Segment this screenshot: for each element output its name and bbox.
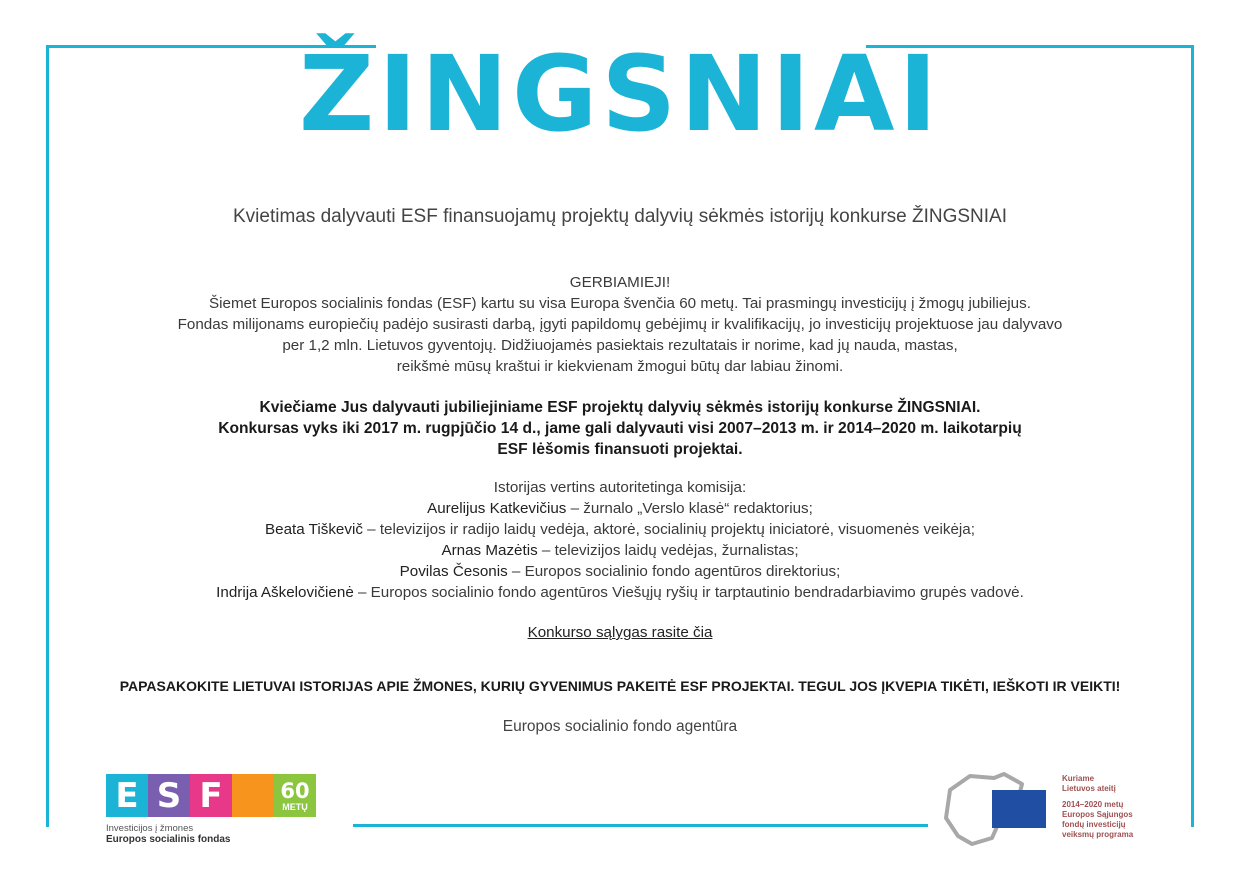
intro-line: Fondas milijonams europiečių padėjo susirasti darbą, įgyti papildomų gebėjimų ir kvalifikacijų, jo investicijų projektuose jau dalyvavo xyxy=(177,316,1063,333)
eu-line: 2014–2020 metų xyxy=(1062,800,1124,809)
eu-line: veiksmų programa xyxy=(1062,830,1134,839)
esf-letter-e: E xyxy=(106,774,148,817)
lithuania-map-icon xyxy=(942,770,1058,850)
esf-org: Europos socialinis fondas xyxy=(106,834,231,845)
member-role: – Europos socialinio fondo agentūros direktorius; xyxy=(507,563,841,580)
member-name: Indrija Aškelovičienė xyxy=(216,584,354,601)
esf-orange-strip xyxy=(232,774,274,817)
conditions-row xyxy=(90,622,1150,643)
commission-member xyxy=(90,561,1150,582)
eu-line: Lietuvos ateitį xyxy=(1062,784,1116,793)
page-heading: Kvietimas dalyvauti ESF finansuojamų projektų dalyvių sėkmės istorijų konkurse ŽINGSNIAI xyxy=(232,206,1008,227)
member-name: Beata Tiškevič xyxy=(265,521,363,538)
member-name: Aurelijus Katkevičius xyxy=(427,500,567,517)
commission-member xyxy=(90,519,1150,540)
esf-60-number: 60 xyxy=(280,778,310,803)
commission-member xyxy=(90,540,1150,561)
frame-bottom-middle xyxy=(353,824,928,827)
commission-intro: Istorijas vertins autoritetinga komisija: xyxy=(493,479,747,496)
logo-text: ŽINGSNIAI xyxy=(298,33,942,155)
invitation-line: ESF lėšomis finansuoti projektai. xyxy=(497,441,743,458)
eu-investment-logo xyxy=(942,770,1142,850)
eu-line: Kuriame xyxy=(1062,774,1095,783)
member-role: – žurnalo „Verslo klasė“ redaktorius; xyxy=(566,500,813,517)
member-name: Povilas Česonis xyxy=(399,563,508,580)
frame-right xyxy=(1191,45,1194,827)
eu-line: Europos Sąjungos xyxy=(1062,810,1133,819)
member-role: – televizijos laidų vedėjas, žurnalistas; xyxy=(537,542,799,559)
member-name: Arnas Mazėtis xyxy=(441,542,538,559)
commission-member xyxy=(90,498,1150,519)
intro-line: Šiemet Europos socialinis fondas (ESF) kartu su visa Europa švenčia 60 metų. Tai prasmingų investicijų į žmogų jubiliejus. xyxy=(209,295,1031,312)
eu-line: fondų investicijų xyxy=(1062,820,1126,829)
esf-60-word: METŲ xyxy=(282,801,308,812)
invitation-line: Kviečiame Jus dalyvauti jubiliejiniame ESF projektų dalyvių sėkmės istorijų konkurse ŽINGSNIAI. xyxy=(259,399,981,416)
esf-60-badge xyxy=(274,774,316,817)
intro-line: per 1,2 mln. Lietuvos gyventojų. Didžiuojamės pasiektais rezultatais ir norime, kad jų nauda, mastas, xyxy=(282,337,958,354)
frame-left xyxy=(46,45,49,827)
member-role: – Europos socialinio fondo agentūros Viešųjų ryšių ir tarptautinio bendradarbiavimo grupės vadovė. xyxy=(353,584,1024,601)
commission-member xyxy=(90,582,1150,603)
esf-letter-f: F xyxy=(190,774,232,817)
esf-letter-s: S xyxy=(148,774,190,817)
intro-section xyxy=(90,272,1150,377)
greeting: GERBIAMIEJI! xyxy=(569,274,671,291)
invitation-section xyxy=(90,397,1150,460)
zingsniai-logo xyxy=(298,16,942,155)
eu-logo-text xyxy=(1062,774,1133,840)
intro-line: reikšmė mūsų kraštui ir kiekvienam žmogui būtų dar labiau žinomi. xyxy=(396,358,844,375)
esf-tagline: Investicijos į žmones xyxy=(106,823,194,834)
slogan: PAPASAKOKITE LIETUVAI ISTORIJAS APIE ŽMONES, KURIŲ GYVENIMUS PAKEITĖ ESF PROJEKTAI. TEGUL JOS ĮKVEPIA TIKĖTI, IEŠKOTI IR VEIKTI! xyxy=(119,678,1121,694)
member-role: – televizijos ir radijo laidų vedėja, aktorė, socialinių projektų iniciatorė, visuomenės veikėja; xyxy=(362,521,975,538)
commission-section xyxy=(90,477,1150,603)
signature: Europos socialinio fondo agentūra xyxy=(502,718,738,735)
eu-flag-icon xyxy=(992,790,1046,828)
invitation-line: Konkursas vyks iki 2017 m. rugpjūčio 14 d., jame gali dalyvauti visi 2007–2013 m. ir 2014–2020 m. laikotarpių xyxy=(218,420,1022,437)
conditions-link[interactable]: Konkurso sąlygas rasite čia xyxy=(527,624,713,641)
